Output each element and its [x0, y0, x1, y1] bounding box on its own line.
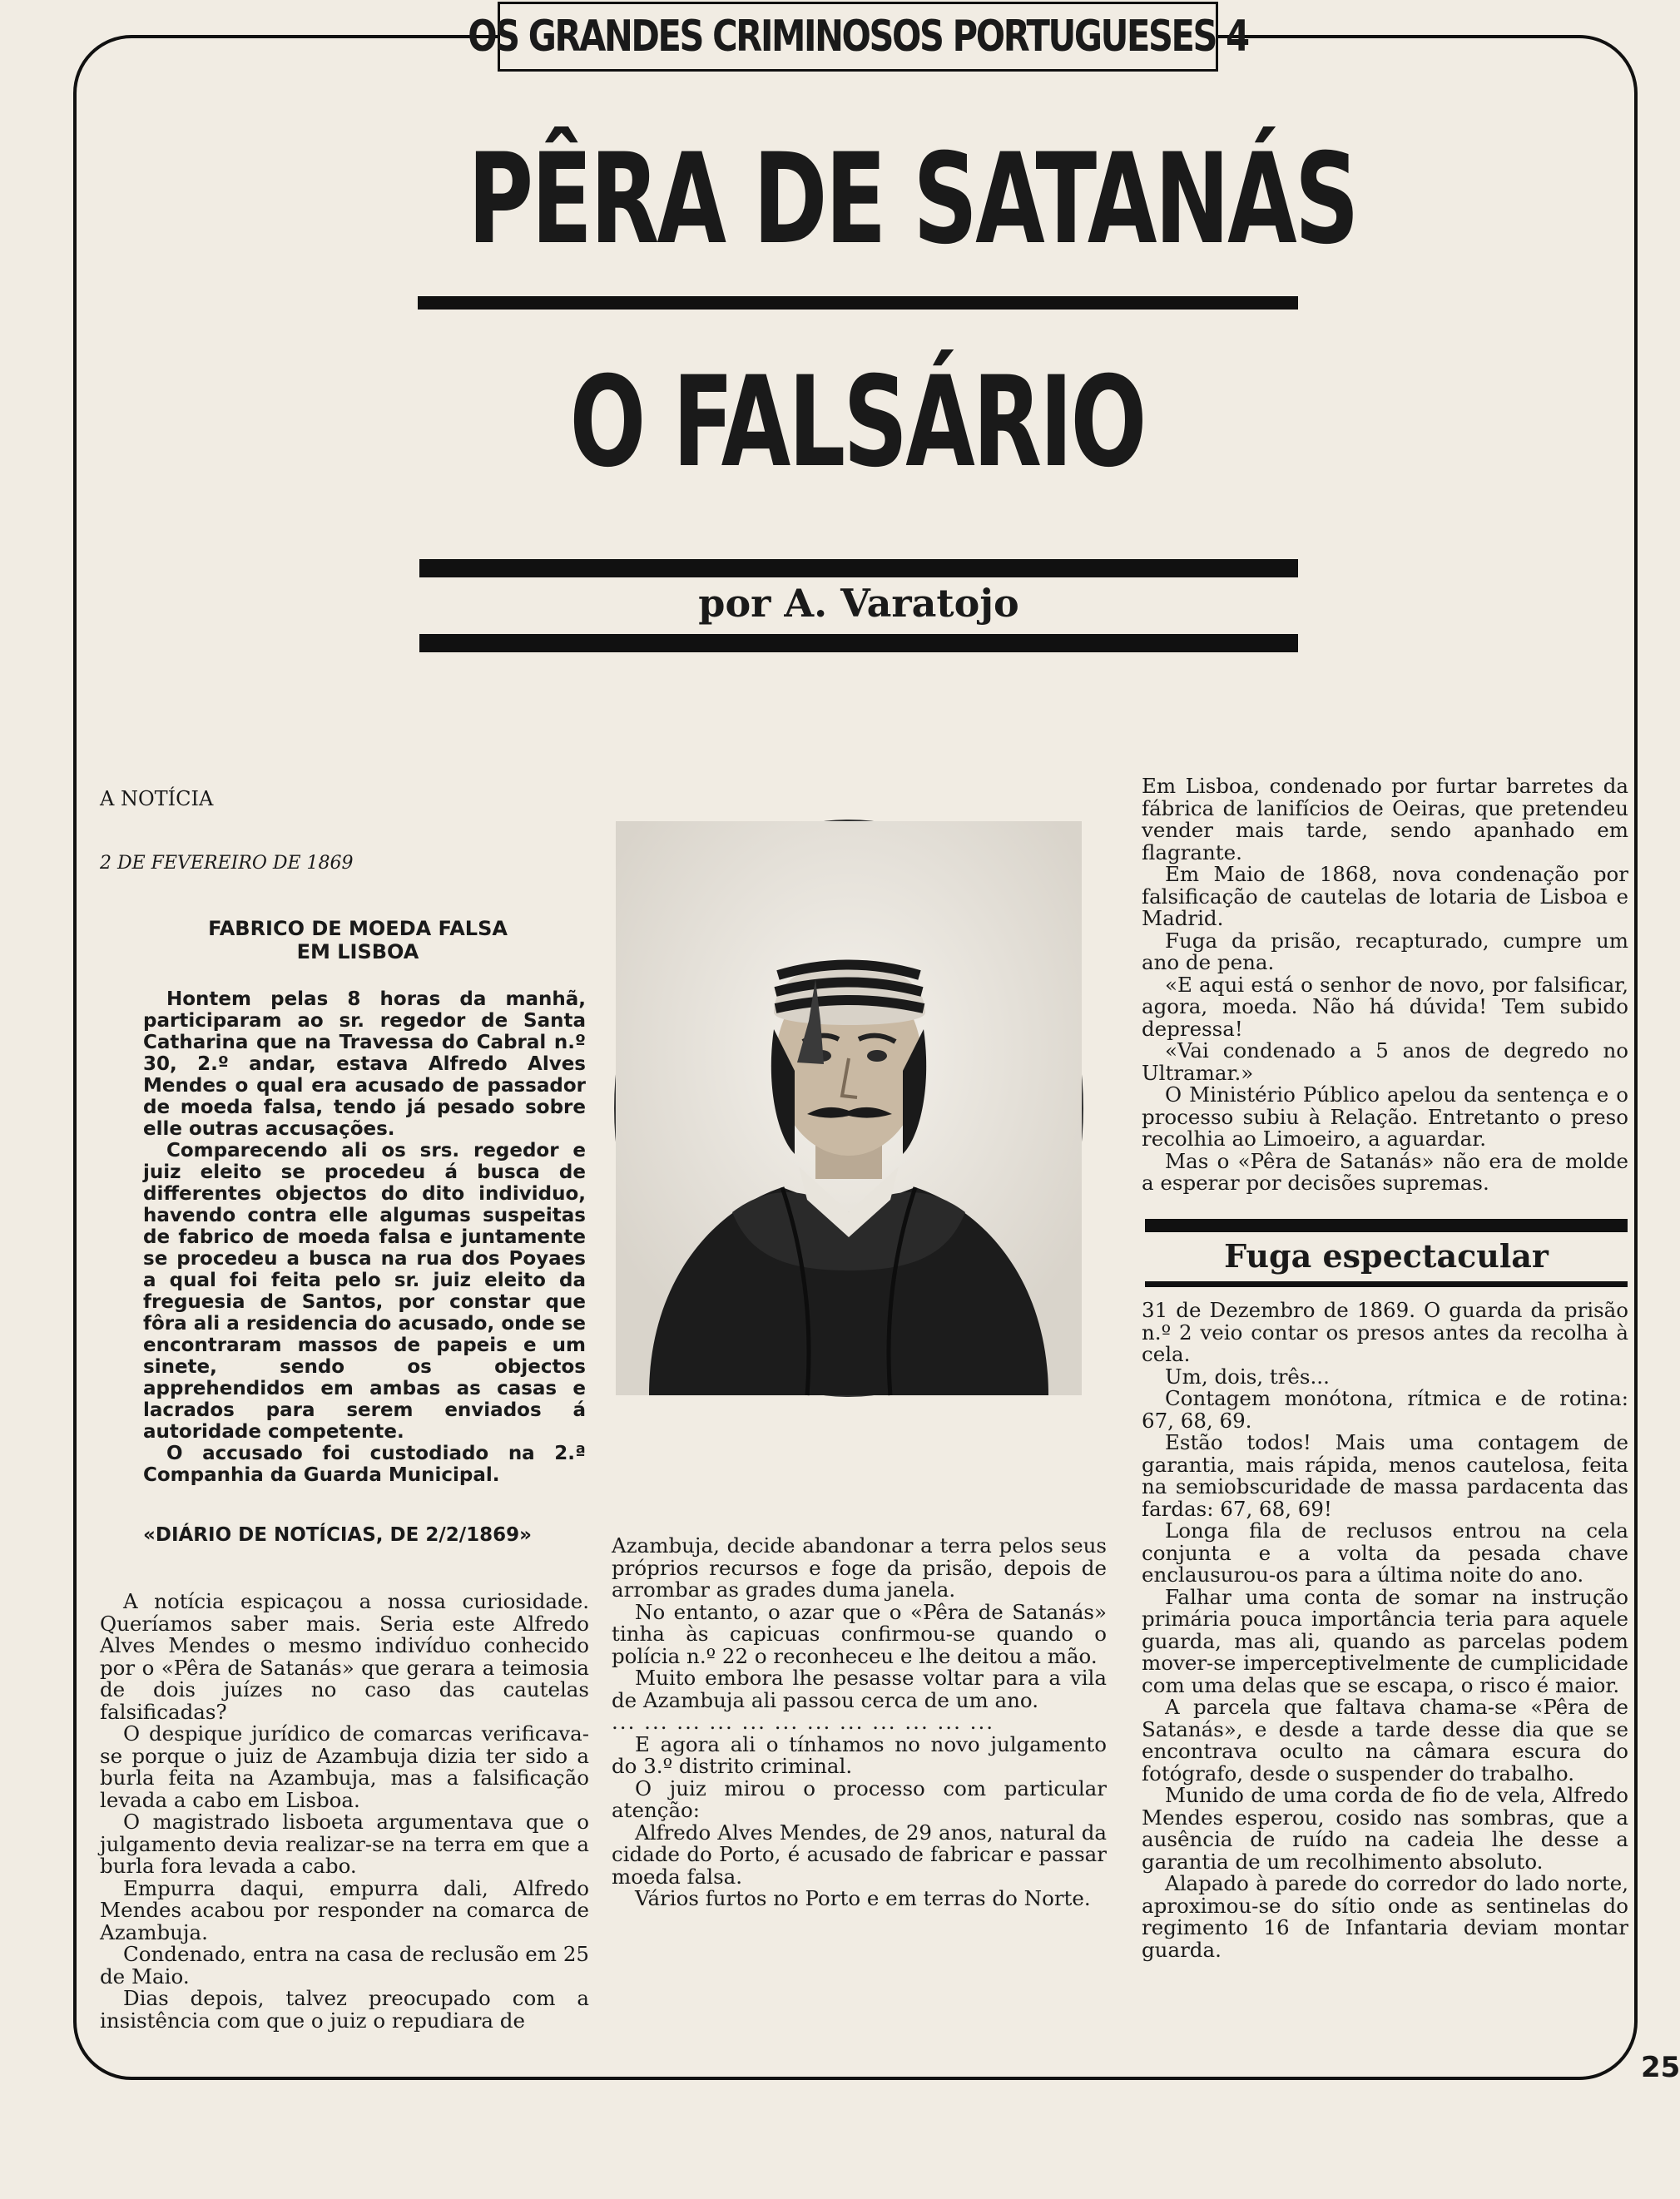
portrait-photo [614, 820, 1083, 1397]
news-heading-line1: FABRICO DE MOEDA FALSA [208, 917, 508, 940]
body-paragraph: Estão todos! Mais uma contagem de garantia, mais rápida, menos cautelosa, feita na semiobscuridade de massa pardacenta das fardas: 67, 68, 69! [1142, 1430, 1628, 1521]
news-paragraph: Comparecendo ali os srs. regedor e juiz eleito se procedeu á busca de differentes objectos do dito individuo, havendo contra elle algumas suspeitas de fabrico de moeda falsa e juntamente se procedeu a busca na rua dos Poyaes a qual foi feita pelo sr. juiz eleito da freguesia de Santos, por constar que fôra ali a residencia do acusado, onde se encontraram massos de papeis e um sinete, sendo os objectos apprehendidos em ambas as casas e lacrados para serem enviados á autoridade competente. [143, 1140, 586, 1443]
byline-rule-bottom [419, 634, 1298, 652]
byline-rule-top [419, 559, 1298, 577]
headline-line1: PÊRA DE SATANÁS [468, 127, 1357, 272]
body-paragraph: Empurra daqui, empurra dali, Alfredo Mendes acabou por responder na comarca de Azambuja. [100, 1875, 589, 1944]
body-paragraph: Longa fila de reclusos entrou na cela conjunta e a volta da pesada chave enclausurou-os para a última noite do ano. [1142, 1518, 1628, 1587]
subheading-rule-top [1145, 1219, 1628, 1232]
body-paragraph: «E aqui está o senhor de novo, por falsificar, agora, moeda. Não há dúvida! Tem subido depressa! [1142, 972, 1628, 1041]
body-paragraph: 31 de Dezembro de 1869. O guarda da prisão n.º 2 veio contar os presos antes da recolha à cela. [1142, 1298, 1628, 1366]
body-paragraph: Falhar uma conta de somar na instrução primária pouca importância teria para aquele guarda, mas ali, quando as parcelas podem mover-se imperceptivelmente de cumplicidade com uma delas que se escapa, o risco é maior. [1142, 1584, 1628, 1697]
body-paragraph: O despique jurídico de comarcas verificava-se porque o juiz de Azambuja dizia ter sido a burla feita na Azambuja, mas a falsificação levada a cabo em Lisboa. [100, 1721, 589, 1812]
body-paragraph: Em Lisboa, condenado por furtar barretes da fábrica de lanifícios de Oeiras, que pretendeu vender mais tarde, sendo apanhado em flagrante. [1142, 774, 1628, 864]
news-date: 2 DE FEVEREIRO DE 1869 [100, 853, 354, 874]
news-paragraph: O accusado foi custodiado na 2.ª Companhia da Guarda Municipal. [143, 1443, 586, 1486]
body-paragraph: Contagem monótona, rítmica e de rotina: 67, 68, 69. [1142, 1386, 1628, 1433]
body-paragraph: A parcela que faltava chama-se «Pêra de Satanás», e desde a tarde desse dia que se encontrava oculto na câmara escura do fotógrafo, desde o suspender do trabalho. [1142, 1695, 1628, 1785]
body-paragraph: Azambuja, decide abandonar a terra pelos seus próprios recursos e foge da prisão, depois de arrombar as grades duma janela. [612, 1533, 1107, 1602]
news-source: «DIÁRIO DE NOTÍCIAS, DE 2/2/1869» [143, 1524, 533, 1546]
series-title-box [468, 2, 1248, 72]
section-label: A NOTÍCIA [100, 787, 214, 810]
series-title: OS GRANDES CRIMINOSOS PORTUGUESES 4 [468, 12, 1248, 62]
body-paragraph: Condenado, entra na casa de reclusão em 25 de Maio. [100, 1942, 589, 1989]
body-paragraph: Em Maio de 1868, nova condenação por falsificação de cautelas de lotaria de Lisboa e Madrid. [1142, 862, 1628, 930]
portrait-illustration [616, 821, 1082, 1395]
body-paragraph: A notícia espicaçou a nossa curiosidade. Queríamos saber mais. Seria este Alfredo Alves Mendes o mesmo indivíduo conhecido por o «Pêra de Satanás» que gerara a teimosia de dois juízes no caso das cautelas falsificadas? [100, 1589, 589, 1724]
body-paragraph: Mas o «Pêra de Satanás» não era de molde a esperar por decisões supremas. [1142, 1148, 1628, 1195]
body-paragraph: Fuga da prisão, recapturado, cumpre um ano de pena. [1142, 928, 1628, 974]
news-paragraph: Hontem pelas 8 horas da manhã, participaram ao sr. regedor de Santa Catharina que na Travessa do Cabral n.º 30, 2.º andar, estava Alfredo Alves Mendes o qual era acusado de passador de moeda falsa, tendo já pesado sobre elle outras accusações. [143, 988, 586, 1140]
body-paragraph: O magistrado lisboeta argumentava que o julgamento devia realizar-se na terra em que a burla fora levada a cabo. [100, 1810, 589, 1878]
right-column-bottom [1142, 1300, 1628, 1961]
body-paragraph: Dias depois, talvez preocupado com a insistência com que o juiz o repudiara de [100, 1986, 589, 2033]
body-paragraph: E agora ali o tínhamos no novo julgamento do 3.º distrito criminal. [612, 1731, 1107, 1778]
middle-column-body [612, 1535, 1107, 1910]
right-column-top [1142, 775, 1628, 1195]
body-paragraph: O Ministério Público apelou da sentença e o processo subiu à Relação. Entretanto o preso recolhia ao Limoeiro, a aguardar. [1142, 1082, 1628, 1151]
headline-line2: O FALSÁRIO [569, 350, 1145, 495]
left-column-body [100, 1591, 589, 2032]
body-paragraph: No entanto, o azar que o «Pêra de Satanás» tinha às capicuas confirmou-se quando o polícia n.º 22 o reconheceu e lhe deitou a mão. [612, 1599, 1107, 1668]
byline: por A. Varatojo [698, 581, 1019, 626]
body-paragraph: Alfredo Alves Mendes, de 29 anos, natural da cidade do Porto, é acusado de fabricar e passar moeda falsa. [612, 1820, 1107, 1889]
news-heading [133, 917, 582, 963]
body-paragraph: O juiz mirou o processo com particular atenção: [612, 1776, 1107, 1822]
headline-rule [418, 296, 1298, 310]
news-heading-line2: EM LISBOA [296, 940, 419, 963]
body-paragraph: «Vai condenado a 5 anos de degredo no Ultramar.» [1142, 1038, 1628, 1085]
page-number: 25 [1641, 2051, 1680, 2084]
subheading: Fuga espectacular [1224, 1237, 1549, 1275]
body-paragraph: Muito embora lhe pesasse voltar para a vila de Azambuja ali passou cerca de um ano. [612, 1666, 1107, 1712]
body-paragraph: Munido de uma corda de fio de vela, Alfredo Mendes esperou, cosido nas sombras, que a ausência de ruído na cadeia lhe desse a garantia de um recolhimento absoluto. [1142, 1783, 1628, 1874]
body-paragraph: Alapado à parede do corredor do lado norte, aproximou-se do sítio onde as sentinelas do regimento 16 de Infantaria deviam montar guarda. [1142, 1871, 1628, 1962]
body-paragraph: Um, dois, três... [1165, 1364, 1330, 1389]
subheading-rule-bottom [1145, 1281, 1628, 1287]
ellipsis-separator: ... ... ... ... ... ... ... ... ... ... ... ... [612, 1710, 995, 1734]
body-paragraph: Vários furtos no Porto e em terras do Norte. [635, 1886, 1091, 1910]
news-article [143, 988, 586, 1486]
